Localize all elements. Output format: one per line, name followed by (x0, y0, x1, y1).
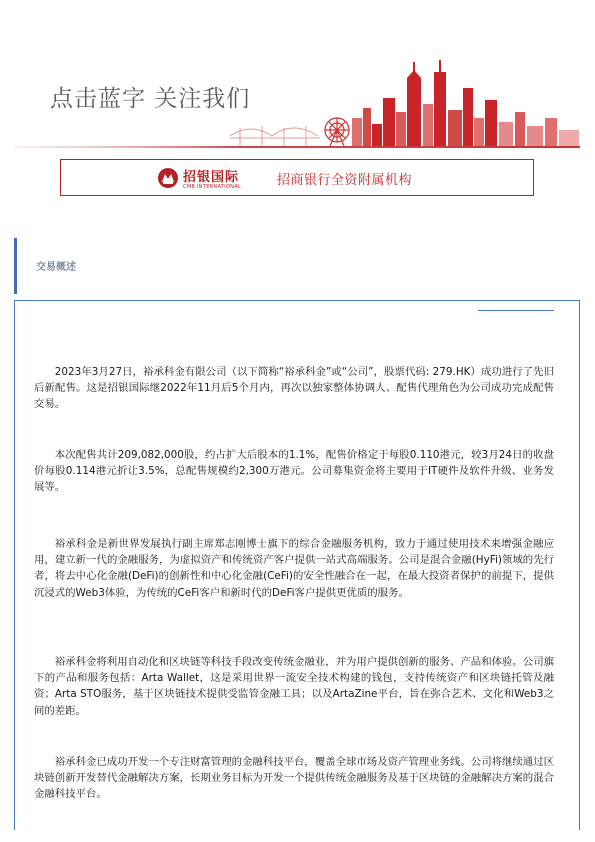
paragraph-5: 裕承科金已成功开发一个专注财富管理的金融科技平台，覆盖全球市场及资产管理业务线。公司将继续通过区块链创新开发替代金融解决方案，长期业务目标为开发一个提供传统金融服务及基于区块链的金融解决方案的混合金融科技平台。 (34, 756, 554, 801)
section-accent-bar (14, 238, 17, 294)
paragraph-2: 本次配售共计209,082,000股，约占扩大后股本的1.1%，配售价格定于每股0.110港元，较3月24日的收盘价每股0.114港元折让3.5%，总配售规模约2,300万港元。公司募集资金将主要用于IT硬件及软件升级、业务发展等。 (34, 449, 554, 494)
banner-tagline: 招商银行全资附属机构 (277, 173, 413, 188)
follow-us-slogan[interactable]: 点击蓝字 关注我们 (50, 86, 251, 112)
cmb-international-banner (60, 159, 534, 196)
logo-english-name: CMB INTERNATIONAL (183, 184, 242, 190)
paragraph-1: 2023年3月27日，裕承科金有限公司（以下简称“裕承科金”或“公司”，股票代码: 279.HK）成功进行了先旧后新配售。这是招银国际继2022年11月后5个月内，再次以独家整体协调人、配售代理角色为公司成功完成配售交易。 (34, 366, 554, 411)
city-skyline-illustration (0, 0, 595, 150)
section-title: 交易概述 (36, 262, 76, 273)
paragraph-3: 裕承科金是新世界发展执行副主席郑志刚博士旗下的综合金融服务机构，致力于通过使用技术来增强金融应用，建立新一代的金融服务，为虚拟资产和传统资产客户提供一站式高端服务。公司是混合金融(HyFi)领域的先行者，将去中心化金融(DeFi)的创新性和中心化金融(CeFi)的安全性融合在一起，在最大投资者保护的前提下，提供沉浸式的Web3体验，为传统的CeFi客户和新时代的DeFi客户提供更优质的服务。 (34, 538, 554, 599)
decorative-line (478, 310, 554, 311)
paragraph-4: 裕承科金将利用自动化和区块链等科技手段改变传统金融业，并为用户提供创新的服务、产品和体验。公司旗下的产品和服务包括：Arta Wallet，这是采用世界一流安全技术构建的钱包，支持传统资产和区块链托管及融资；Arta STO服务，基于区块链技术提供受监管金融工具；以及ArtaZine平台，旨在弥合艺术、文化和Web3之间的差距。 (34, 656, 554, 717)
cmb-logo-icon (157, 167, 179, 189)
header-banner (0, 0, 595, 150)
logo-chinese-name: 招银国际 (183, 170, 240, 185)
